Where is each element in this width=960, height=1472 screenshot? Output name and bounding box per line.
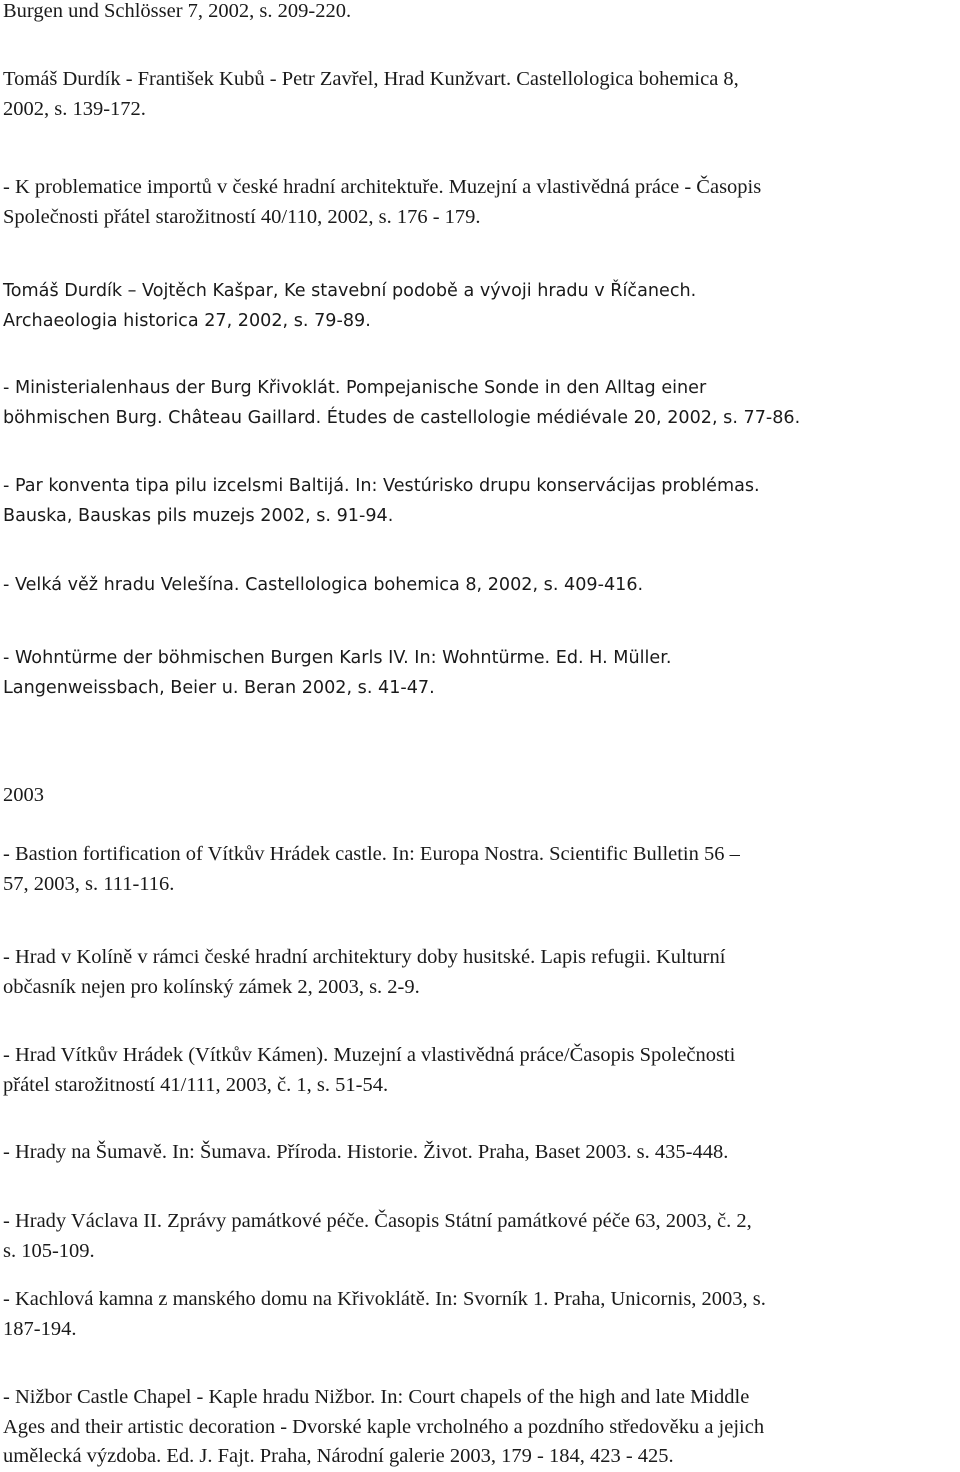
entry-line: - Velká věž hradu Velešína. Castellologica bohemica 8, 2002, s. 409-416. <box>3 575 644 595</box>
bibliography-entry <box>3 0 955 27</box>
bibliography-entry <box>3 277 955 336</box>
bibliography-entry <box>3 644 955 703</box>
entry-line: - Par konventa tipa pilu izcelsmi Baltijá. In: Vestúrisko drupu konservácijas problémas. <box>3 476 760 496</box>
entry-line: - Hrady Václava II. Zprávy památkové péče. Časopis Státní památkové péče 63, 2003, č. 2, <box>3 1210 752 1232</box>
bibliography-entry <box>3 374 955 433</box>
entry-line: - Hrady na Šumavě. In: Šumava. Příroda. Historie. Život. Praha, Baset 2003. s. 435-448. <box>3 1141 729 1163</box>
entry-line: Ages and their artistic decoration - Dvorské kaple vrcholného a pozdního středověku a jejich <box>3 1415 765 1438</box>
bibliography-entry <box>3 1138 955 1168</box>
entry-line: - Wohntürme der böhmischen Burgen Karls IV. In: Wohntürme. Ed. H. Müller. <box>3 648 672 668</box>
bibliography-entry <box>3 65 955 124</box>
bibliography-entry <box>3 943 955 1002</box>
bibliography-entry <box>3 1041 955 1100</box>
entry-line: - Nižbor Castle Chapel - Kaple hradu Nižbor. In: Court chapels of the high and late Middle <box>3 1386 750 1408</box>
entry-line: - K problematice importů v české hradní architektuře. Muzejní a vlastivědná práce - Časopis <box>3 176 762 198</box>
entry-line: böhmischen Burg. Château Gaillard. Études de castellologie médiévale 20, 2002, s. 77-86. <box>3 407 801 428</box>
bibliography-entry <box>3 571 955 601</box>
year-heading <box>3 781 955 811</box>
entry-line: Archaeologia historica 27, 2002, s. 79-89. <box>3 310 371 331</box>
bibliography-entry <box>3 472 955 531</box>
year-heading-text: 2003 <box>3 784 44 806</box>
entry-line: - Kachlová kamna z manského domu na Křivoklátě. In: Svorník 1. Praha, Unicornis, 2003, s. <box>3 1288 766 1310</box>
bibliography-entry <box>3 840 955 899</box>
entry-line: umělecká výzdoba. Ed. J. Fajt. Praha, Národní galerie 2003, 179 - 184, 423 - 425. <box>3 1445 674 1467</box>
entry-line: 57, 2003, s. 111-116. <box>3 872 175 895</box>
bibliography-entry <box>3 173 955 232</box>
entry-line: Langenweissbach, Beier u. Beran 2002, s. 41-47. <box>3 677 435 698</box>
entry-line: - Hrad v Kolíně v rámci české hradní architektury doby husitské. Lapis refugii. Kulturní <box>3 946 726 968</box>
entry-line: - Ministerialenhaus der Burg Křivoklát. Pompejanische Sonde in den Alltag einer <box>3 378 707 398</box>
entry-line: přátel starožitností 41/111, 2003, č. 1, s. 51-54. <box>3 1073 389 1096</box>
entry-line: 187-194. <box>3 1317 77 1340</box>
bibliography-entry <box>3 1383 955 1472</box>
bibliography-entry <box>3 1285 955 1344</box>
bibliography-entry <box>3 1207 955 1266</box>
entry-line: Tomáš Durdík - František Kubů - Petr Zavřel, Hrad Kunžvart. Castellologica bohemica 8, <box>3 68 739 90</box>
entry-line: Tomáš Durdík – Vojtěch Kašpar, Ke stavební podobě a vývoji hradu v Říčanech. <box>3 281 697 301</box>
entry-line: 2002, s. 139-172. <box>3 97 146 120</box>
entry-line: Burgen und Schlösser 7, 2002, s. 209-220. <box>3 0 352 22</box>
entry-line: Bauska, Bauskas pils muzejs 2002, s. 91-94. <box>3 505 394 526</box>
entry-line: - Bastion fortification of Vítkův Hrádek castle. In: Europa Nostra. Scientific Bulletin 56 – <box>3 843 740 865</box>
entry-line: - Hrad Vítkův Hrádek (Vítkův Kámen). Muzejní a vlastivědná práce/Časopis Společnosti <box>3 1044 736 1066</box>
entry-line: Společnosti přátel starožitností 40/110, 2002, s. 176 - 179. <box>3 205 481 228</box>
entry-line: občasník nejen pro kolínský zámek 2, 2003, s. 2-9. <box>3 975 420 998</box>
entry-line: s. 105-109. <box>3 1239 95 1262</box>
